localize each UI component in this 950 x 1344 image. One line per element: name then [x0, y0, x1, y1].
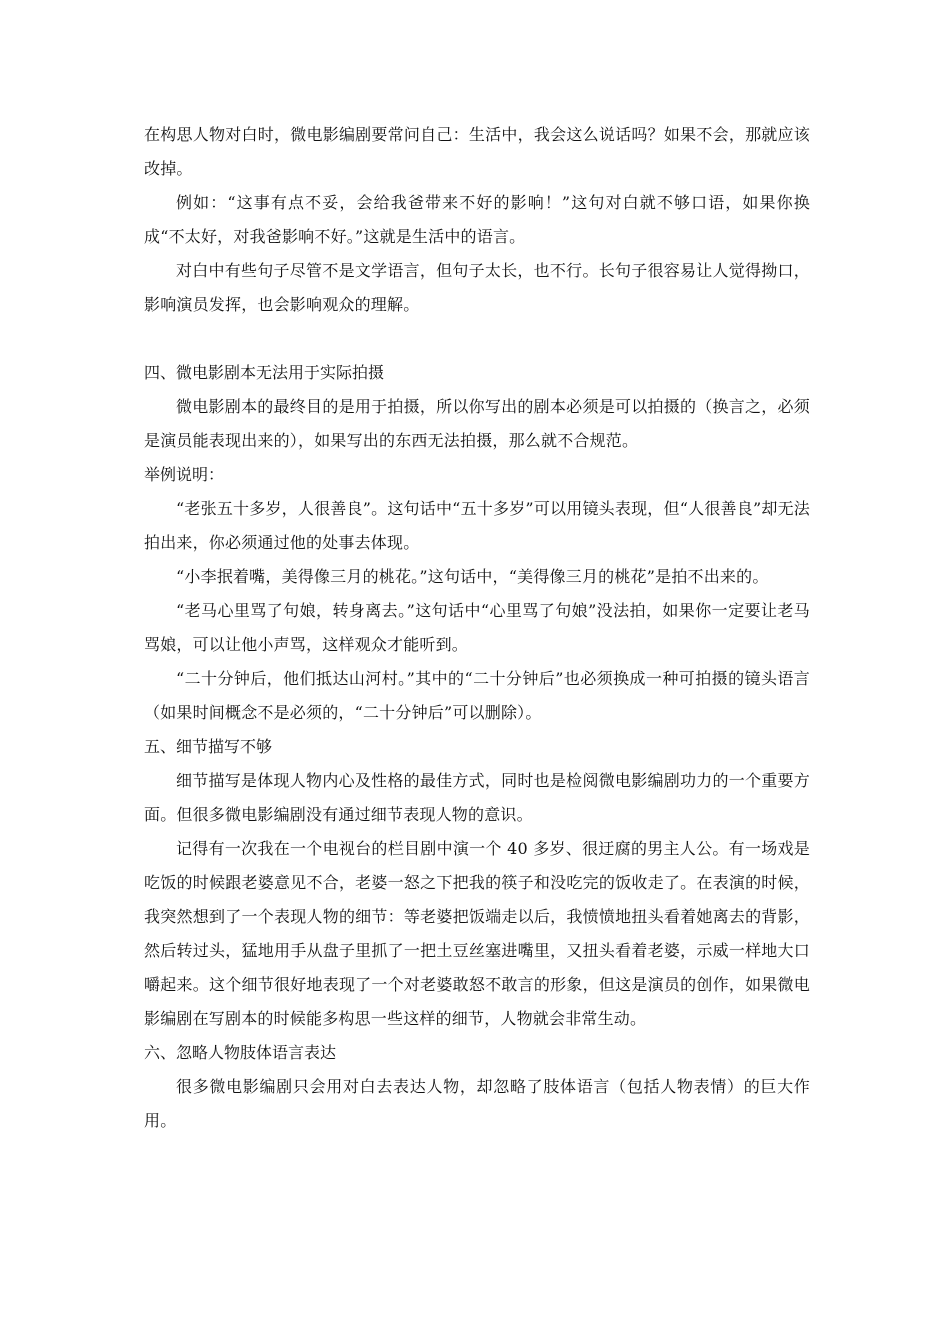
paragraph-example-dialogue: 例如：“这事有点不妥，会给我爸带来不好的影响！”这句对白就不够口语，如果你换成“不太好，对我爸影响不好。”这就是生活中的语言。 — [144, 193, 810, 246]
paragraph-spacer — [144, 322, 810, 356]
paragraph-dialogue-check: 在构思人物对白时，微电影编剧要常问自己：生活中，我会这么说话吗？如果不会，那就应该改掉。 — [144, 125, 810, 178]
paragraph-long-sentences: 对白中有些句子尽管不是文学语言，但句子太长，也不行。长句子很容易让人觉得拗口，影响演员发挥，也会影响观众的理解。 — [144, 261, 810, 314]
paragraph-body-language: 很多微电影编剧只会用对白去表达人物，却忽略了肢体语言（包括人物表情）的巨大作用。 — [144, 1077, 810, 1130]
document-body — [144, 118, 810, 1138]
paragraph-shootable-script: 微电影剧本的最终目的是用于拍摄，所以你写出的剧本必须是可以拍摄的（换言之，必须是演员能表现出来的），如果写出的东西无法拍摄，那么就不合规范。 — [144, 397, 810, 450]
examples-label: 举例说明： — [144, 465, 225, 484]
paragraph-detail-importance: 细节描写是体现人物内心及性格的最佳方式，同时也是检阅微电影编剧功力的一个重要方面。但很多微电影编剧没有通过细节表现人物的意识。 — [144, 771, 810, 824]
paragraph-example-xiao-li: “小李抿着嘴，美得像三月的桃花。”这句话中，“美得像三月的桃花”是拍不出来的。 — [176, 567, 769, 586]
paragraph-example-twenty-minutes: “二十分钟后，他们抵达山河村。”其中的“二十分钟后”也必须换成一种可拍摄的镜头语言（如果时间概念不是必须的，“二十分钟后”可以删除）。 — [144, 669, 810, 722]
paragraph-example-lao-ma: “老马心里骂了句娘，转身离去。”这句话中“心里骂了句娘”没法拍，如果你一定要让老马骂娘，可以让他小声骂，这样观众才能听到。 — [144, 601, 810, 654]
paragraph-example-lao-zhang: “老张五十多岁，人很善良”。这句话中“五十多岁”可以用镜头表现，但“人很善良”却无法拍出来，你必须通过他的处事去体现。 — [144, 499, 810, 552]
section-heading-4: 四、微电影剧本无法用于实际拍摄 — [144, 363, 385, 382]
section-heading-5: 五、细节描写不够 — [144, 737, 273, 756]
paragraph-detail-anecdote: 记得有一次我在一个电视台的栏目剧中演一个 40 多岁、很迂腐的男主人公。有一场戏是吃饭的时候跟老婆意见不合，老婆一怒之下把我的筷子和没吃完的饭收走了。在表演的时候，我突然想到了一个表现人物的细节：等老婆把饭端走以后，我愤愤地扭头看着她离去的背影，然后转过头，猛地用手从盘子里抓了一把土豆丝塞进嘴里，又扭头看着老婆，示威一样地大口嚼起来。这个细节很好地表现了一个对老婆敢怒不敢言的形象，但这是演员的创作，如果微电影编剧在写剧本的时候能多构思一些这样的细节，人物就会非常生动。 — [144, 839, 810, 1028]
section-heading-6: 六、忽略人物肢体语言表达 — [144, 1043, 337, 1062]
